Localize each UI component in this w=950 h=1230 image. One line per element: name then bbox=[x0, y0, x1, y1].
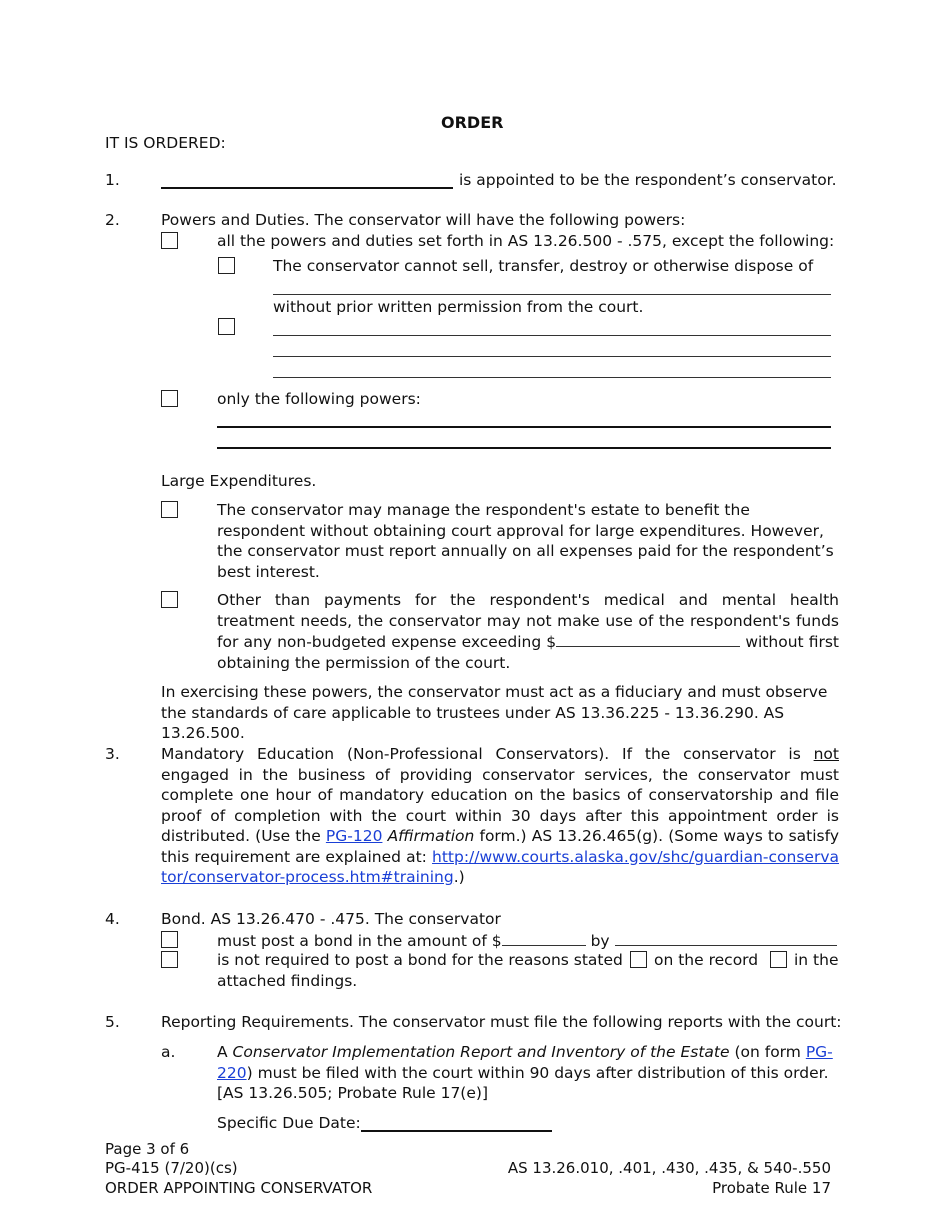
mandatory-education-paragraph bbox=[161, 744, 839, 888]
education-text-b: engaged in the business of providing conservator services, the conservator must complete one hour of mandatory education on the basics of conservatorship and file proof of completion with the court within 30 days after this appointment order is distributed. (Use the bbox=[161, 765, 839, 845]
affirmation-italic: Affirmation bbox=[387, 827, 475, 845]
exception-line-1[interactable] bbox=[273, 335, 831, 336]
item-number-1: 1. bbox=[105, 171, 120, 189]
reporting-heading: Reporting Requirements. The conservator must file the following reports with the court: bbox=[161, 1013, 842, 1031]
other-exception-checkbox[interactable] bbox=[218, 318, 235, 335]
training-url-link[interactable]: http://www.courts.alaska.gov/shc/guardian-conservator/conservator-process.htm#training bbox=[161, 847, 839, 886]
cannot-sell-checkbox[interactable] bbox=[218, 257, 235, 274]
due-date-field[interactable] bbox=[361, 1130, 552, 1132]
large-expenditures-heading: Large Expenditures. bbox=[161, 472, 317, 490]
by-text: by bbox=[590, 932, 610, 950]
in-the-text: in the bbox=[794, 951, 839, 969]
footer-rule: Probate Rule 17 bbox=[712, 1179, 831, 1197]
bond-amount-field[interactable] bbox=[502, 930, 586, 946]
implementation-report-paragraph bbox=[217, 1042, 839, 1104]
must-post-bond-checkbox[interactable] bbox=[161, 931, 178, 948]
without-permission-text: without prior written permission from the court. bbox=[273, 298, 644, 316]
report-title-italic: Conservator Implementation Report and Inventory of the Estate bbox=[232, 1043, 730, 1061]
manage-estate-text: The conservator may manage the respondent's estate to benefit the respondent without obtaining court approval for large expenditures. However, the conservator must report annually on all expenses paid for the respondent’s best interest. bbox=[217, 501, 834, 581]
only-powers-line-1[interactable] bbox=[217, 426, 831, 428]
must-post-row bbox=[217, 930, 837, 952]
intro-text: IT IS ORDERED: bbox=[105, 134, 226, 152]
report-text-post: ) must be filed with the court within 90 days after distribution of this order. [AS 13.26.505; Probate Rule 17(e)] bbox=[217, 1063, 829, 1102]
report-text-pre: A bbox=[217, 1043, 233, 1061]
only-following-text: only the following powers: bbox=[217, 390, 421, 408]
not-emphasis: not bbox=[813, 745, 839, 763]
pg220-link[interactable]: PG-220 bbox=[217, 1043, 833, 1082]
cannot-sell-text: The conservator cannot sell, transfer, destroy or otherwise dispose of bbox=[273, 257, 814, 275]
cannot-sell-field[interactable] bbox=[273, 294, 831, 295]
exception-line-3[interactable] bbox=[273, 377, 831, 378]
due-date-label: Specific Due Date: bbox=[217, 1114, 361, 1132]
other-than-text-a: Other than payments for the respondent's medical and mental health treatment needs, the conservator may not make use of the respondent's funds for any non-budgeted expense exceeding $ bbox=[217, 591, 839, 651]
not-required-text: is not required to post a bond for the reasons stated bbox=[217, 951, 623, 969]
education-text-d: .) bbox=[453, 868, 465, 886]
subitem-a-label: a. bbox=[161, 1043, 176, 1061]
must-post-text: must post a bond in the amount of $ bbox=[217, 932, 502, 950]
only-powers-line-2[interactable] bbox=[217, 447, 831, 449]
expense-amount-field[interactable] bbox=[556, 631, 740, 647]
exception-line-2[interactable] bbox=[273, 356, 831, 357]
all-powers-text: all the powers and duties set forth in AS 13.26.500 - .575, except the following: bbox=[217, 232, 835, 250]
all-powers-checkbox[interactable] bbox=[161, 232, 178, 249]
powers-heading: Powers and Duties. The conservator will have the following powers: bbox=[161, 211, 686, 229]
page-title: ORDER bbox=[441, 113, 504, 132]
education-text-c: form.) AS 13.26.465(g). (Some ways to satisfy this requirement are explained at: bbox=[161, 827, 839, 866]
in-findings-checkbox[interactable] bbox=[770, 951, 787, 968]
bond-by-field[interactable] bbox=[615, 930, 837, 946]
not-required-checkbox[interactable] bbox=[161, 951, 178, 968]
other-than-paragraph bbox=[217, 590, 839, 673]
other-than-checkbox[interactable] bbox=[161, 591, 178, 608]
attached-findings-text: attached findings. bbox=[217, 972, 358, 990]
exercising-text: In exercising these powers, the conservator must act as a fiduciary and must observe the standards of care applicable to trustees under AS 13.36.225 - 13.36.290. AS 13.26.500. bbox=[161, 683, 828, 742]
footer-page-number: Page 3 of 6 bbox=[105, 1140, 190, 1158]
only-following-checkbox[interactable] bbox=[161, 390, 178, 407]
education-text-a: Mandatory Education (Non-Professional Conservators). If the conservator is bbox=[161, 745, 814, 763]
on-record-text: on the record bbox=[654, 951, 759, 969]
item-number-3: 3. bbox=[105, 745, 120, 763]
footer-form-number: PG-415 (7/20)(cs) bbox=[105, 1159, 238, 1177]
footer-form-name: ORDER APPOINTING CONSERVATOR bbox=[105, 1179, 373, 1197]
on-record-checkbox[interactable] bbox=[630, 951, 647, 968]
footer-statutes: AS 13.26.010, .401, .430, .435, & 540-.550 bbox=[507, 1159, 831, 1177]
item-number-5: 5. bbox=[105, 1013, 120, 1031]
report-text-mid: (on form bbox=[729, 1043, 806, 1061]
pg120-link[interactable]: PG-120 bbox=[325, 827, 383, 845]
item-number-2: 2. bbox=[105, 211, 120, 229]
manage-estate-checkbox[interactable] bbox=[161, 501, 178, 518]
item1-text: is appointed to be the respondent’s conservator. bbox=[459, 171, 837, 189]
other-than-text-b: without first obtaining the permission of the court. bbox=[217, 633, 840, 672]
bond-heading: Bond. AS 13.26.470 - .475. The conservator bbox=[161, 910, 501, 928]
item-number-4: 4. bbox=[105, 910, 120, 928]
conservator-name-field[interactable] bbox=[161, 187, 453, 189]
